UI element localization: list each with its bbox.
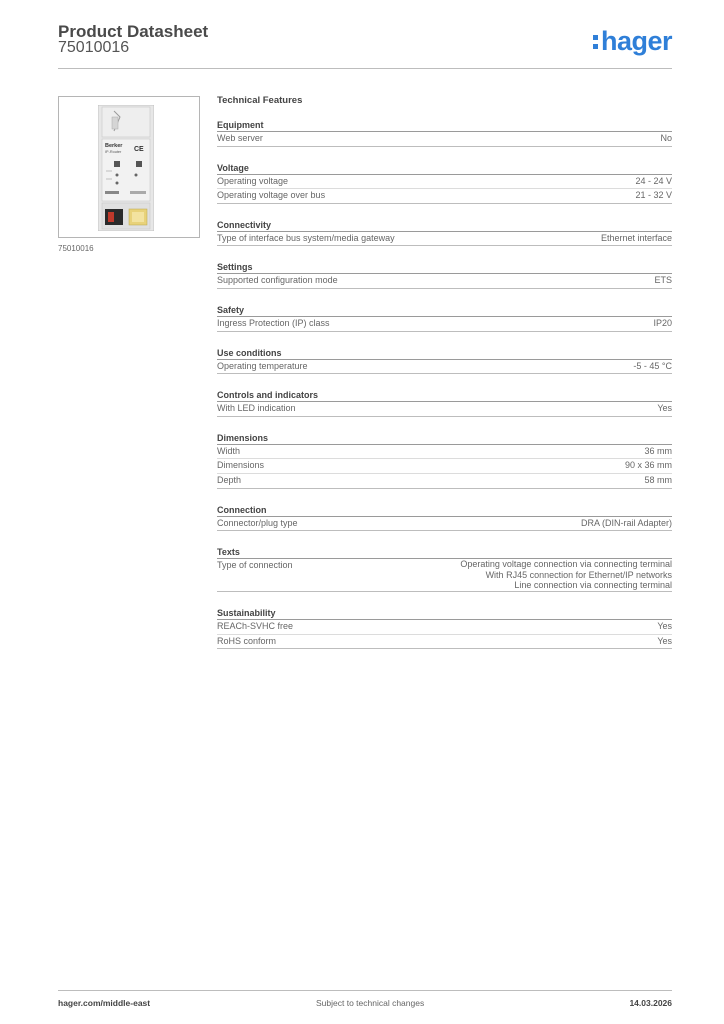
spec-value-line: 36 mm xyxy=(644,445,672,456)
spec-value xyxy=(633,360,672,374)
spec-value-line: With RJ45 connection for Ethernet/IP networks xyxy=(485,569,672,580)
spec-value-line: Line connection via connecting terminal xyxy=(514,580,672,591)
ce-mark: CE xyxy=(134,146,144,153)
spec-label: With LED indication xyxy=(217,403,296,414)
technical-features-title: Technical Features xyxy=(217,95,303,106)
section-heading: Settings xyxy=(217,255,672,274)
spec-value-line: Yes xyxy=(657,403,672,414)
spec-section xyxy=(217,426,672,489)
spec-section xyxy=(217,298,672,332)
spec-label: Operating voltage over bus xyxy=(217,190,326,201)
spec-value xyxy=(657,402,672,416)
footer-divider xyxy=(58,990,672,991)
spec-row xyxy=(217,232,672,247)
section-heading: Voltage xyxy=(217,156,672,175)
spec-value-line: DRA (DIN-rail Adapter) xyxy=(580,517,672,528)
spec-row xyxy=(217,360,672,375)
spec-section xyxy=(217,341,672,375)
spec-row xyxy=(217,189,672,204)
spec-section xyxy=(217,156,672,204)
spec-label: REACh-SVHC free xyxy=(217,620,294,631)
spec-value xyxy=(625,459,672,473)
image-caption: 75010016 xyxy=(58,244,94,253)
spec-value xyxy=(635,189,672,203)
spec-row xyxy=(217,517,672,532)
spec-label: Width xyxy=(217,445,241,456)
section-heading: Safety xyxy=(217,298,672,317)
spec-section xyxy=(217,383,672,417)
spec-value xyxy=(581,517,672,531)
spec-value-line: ETS xyxy=(654,275,672,286)
spec-label: Web server xyxy=(217,133,263,143)
spec-row xyxy=(217,559,672,592)
spec-value-line: Yes xyxy=(657,635,672,646)
spec-section xyxy=(217,255,672,289)
spec-row xyxy=(217,474,672,489)
spec-row xyxy=(217,402,672,417)
section-heading: Sustainability xyxy=(217,601,672,620)
spec-section xyxy=(217,601,672,649)
product-device-image xyxy=(98,105,154,231)
page-title: Product Datasheet xyxy=(58,22,209,41)
spec-value-line: 90 x 36 mm xyxy=(624,460,672,471)
spec-label: Type of interface bus system/media gateway xyxy=(217,232,395,243)
hager-logo[interactable] xyxy=(593,26,672,57)
section-heading: Dimensions xyxy=(217,426,672,445)
spec-value xyxy=(653,317,672,331)
spec-section xyxy=(217,213,672,247)
logo-text: hager xyxy=(600,26,672,56)
section-heading: Equipment xyxy=(217,113,672,132)
spec-value-line: No xyxy=(660,133,672,143)
technical-features xyxy=(217,95,672,658)
spec-label: Ingress Protection (IP) class xyxy=(217,317,330,328)
spec-row xyxy=(217,317,672,332)
spec-value-line: 58 mm xyxy=(644,474,672,485)
section-heading: Texts xyxy=(217,540,672,559)
section-heading: Connection xyxy=(217,498,672,517)
spec-label: RoHS conform xyxy=(217,635,277,646)
spec-value-line: Yes xyxy=(657,620,672,631)
section-heading: Controls and indicators xyxy=(217,383,672,402)
spec-value xyxy=(635,175,672,189)
spec-label: Type of connection xyxy=(217,560,293,571)
spec-section xyxy=(217,113,672,147)
spec-row xyxy=(217,620,672,635)
spec-value xyxy=(460,559,672,591)
spec-value xyxy=(644,474,672,488)
spec-label: Supported configuration mode xyxy=(217,275,338,286)
spec-value-line: Ethernet interface xyxy=(600,232,672,243)
spec-value-line: 21 - 32 V xyxy=(635,190,672,201)
footer-date: 14.03.2026 xyxy=(629,998,672,1008)
section-heading: Connectivity xyxy=(217,213,672,232)
spec-label: Operating temperature xyxy=(217,360,308,371)
spec-value-line: Operating voltage connection via connecting terminal xyxy=(460,559,672,570)
section-heading: Use conditions xyxy=(217,341,672,360)
spec-value-line: 24 - 24 V xyxy=(635,175,672,186)
spec-value xyxy=(657,635,672,649)
device-brand-label: Berker xyxy=(105,143,123,149)
spec-value xyxy=(644,445,672,459)
spec-section xyxy=(217,540,672,592)
spec-value-line: -5 - 45 °C xyxy=(633,360,672,371)
spec-label: Depth xyxy=(217,474,242,485)
spec-section xyxy=(217,498,672,532)
spec-label: Dimensions xyxy=(217,460,265,471)
spec-row xyxy=(217,132,672,147)
spec-value xyxy=(657,620,672,634)
spec-value xyxy=(601,232,672,246)
spec-value-line: IP20 xyxy=(653,317,672,328)
header-divider xyxy=(58,68,672,69)
spec-row xyxy=(217,459,672,474)
article-number: 75010016 xyxy=(58,39,130,56)
spec-value xyxy=(660,132,672,146)
spec-label: Connector/plug type xyxy=(217,517,298,528)
spec-value xyxy=(654,274,672,288)
product-image-frame xyxy=(58,96,200,238)
spec-row xyxy=(217,175,672,190)
footer-notice: Subject to technical changes xyxy=(316,998,425,1008)
spec-row xyxy=(217,274,672,289)
footer-website-link[interactable]: hager.com/middle-east xyxy=(58,998,151,1008)
spec-row xyxy=(217,635,672,650)
spec-label: Operating voltage xyxy=(217,175,289,186)
spec-row xyxy=(217,445,672,460)
device-model-label: IP-Router xyxy=(105,150,122,154)
